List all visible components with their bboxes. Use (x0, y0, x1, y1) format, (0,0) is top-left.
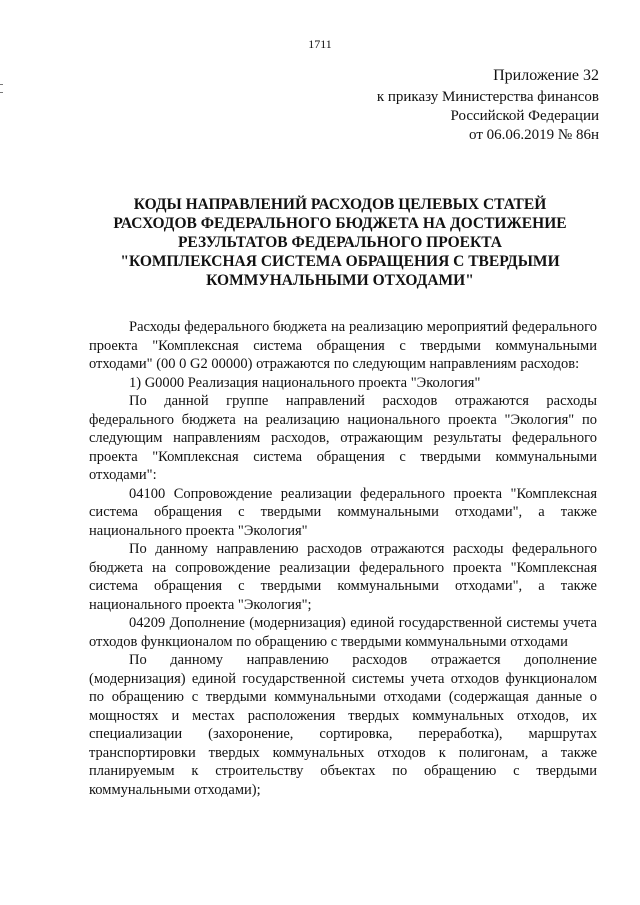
title-line-3: РЕЗУЛЬТАТОВ ФЕДЕРАЛЬНОГО ПРОЕКТА (177, 234, 503, 251)
appendix-date-line: от 06.06.2019 № 86н (469, 127, 599, 143)
title-line-2: РАСХОДОВ ФЕДЕРАЛЬНОГО БЮДЖЕТА НА ДОСТИЖЕНИЕ (113, 215, 567, 232)
paragraph-code-04209-description: По данному направлению расходов отражается дополнение (модернизация) единой государственной системы учета отходов функционалом по обращению с твердыми коммунальными отходами (содержащая данные о мощностях и местах расположения твердых коммунальных отходов, их специализации (захоронение, сортировка, переработка), маршрутах транспортировки твердых коммунальных отходов к полигонам, а также планируемым к строительству объектах по обращению с твердыми коммунальными отходами); (89, 652, 597, 798)
appendix-federation-line: Российской Федерации (450, 108, 599, 124)
page-number: 1711 (308, 37, 332, 51)
paragraph-group-description: По данной группе направлений расходов отражаются расходы федерального бюджета на реализацию национального проекта "Экология" по следующим направлениям расходов, отражающим результаты федерального проекта "Комплексная система обращения с твердыми коммунальными отходами": (89, 393, 597, 483)
document-body (89, 318, 597, 799)
paragraph-code-04100-description: По данному направлению расходов отражаются расходы федерального бюджета на сопровождение реализации федерального проекта "Комплексная система обращения с твердыми коммунальными отходами", а также национального проекта "Экология"; (89, 541, 597, 613)
title-line-4: "КОМПЛЕКСНАЯ СИСТЕМА ОБРАЩЕНИЯ С ТВЕРДЫМИ (120, 253, 560, 270)
margin-mark (0, 84, 3, 85)
title-line-1: КОДЫ НАПРАВЛЕНИЙ РАСХОДОВ ЦЕЛЕВЫХ СТАТЕЙ (133, 196, 547, 213)
appendix-block (377, 66, 599, 145)
paragraph-intro: Расходы федерального бюджета на реализацию мероприятий федерального проекта "Комплексная система обращения с твердыми коммунальными отходами" (00 0 G2 00000) отражаются по следующим направлениям расходов: (89, 319, 597, 372)
paragraph-code-04100: 04100 Сопровождение реализации федерального проекта "Комплексная система обращения с твердыми коммунальными отходами", а также национального проекта "Экология" (89, 485, 597, 539)
paragraph-code-04209: 04209 Дополнение (модернизация) единой государственной системы учета отходов функционалом по обращению с твердыми коммунальными отходами (89, 615, 597, 650)
margin-mark (0, 92, 3, 93)
paragraph-section-g0000: 1) G0000 Реализация национального проекта "Экология" (129, 374, 481, 391)
document-title (60, 195, 620, 290)
appendix-title: Приложение 32 (493, 67, 599, 84)
title-line-5: КОММУНАЛЬНЫМИ ОТХОДАМИ" (206, 272, 474, 289)
appendix-order-line: к приказу Министерства финансов (376, 89, 599, 105)
